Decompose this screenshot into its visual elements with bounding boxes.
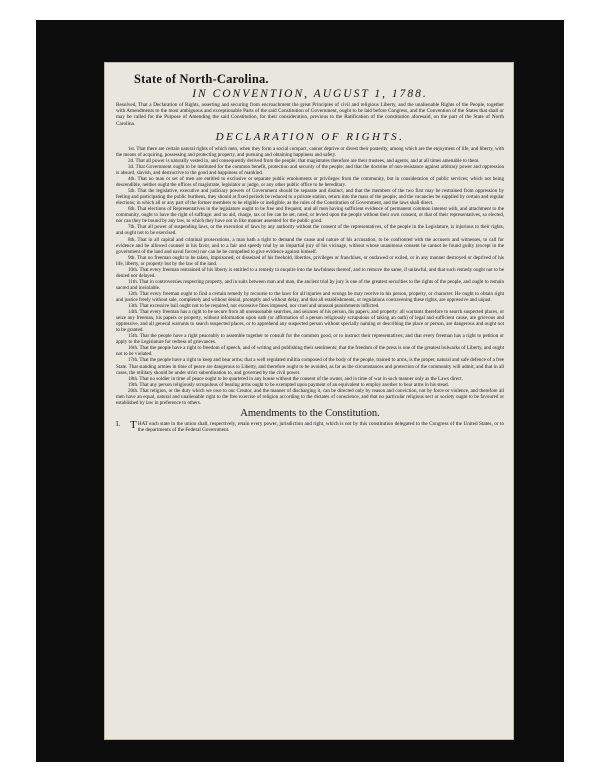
amendment-text: HAT each state in the union shall, respectively, retain every power, jurisdiction and right, which is not by this constitution delegated to the Congress of the United States, or to the departments of the Federal Government. [137, 420, 504, 434]
right-paragraph: 9th. That no freeman ought to be taken, imprisoned, or disseized of his freehold, liberties, privileges or franchises, or outlawed or exiled, or in any manner destroyed or deprived of his life, liberty, or property but by the law of the land. [116, 254, 504, 267]
right-paragraph: 12th. That every freeman ought to find a certain remedy by recourse to the laws for all injuries and wrongs he may receive in his person, property, or character. He ought to obtain right and justice freely without sale, completely and without denial, promptly and without delay, and that all establishments, or regulations contravening these rights, are oppressive and unjust. [116, 290, 504, 303]
right-paragraph: 20th. That religion, or the duty which we owe to our Creator, and the manner of discharging it, can be directed only by reason and conviction, not by force or violence, and therefore all men have an equal, natural and unalienable right to the free exercise of religion according to the dictates of conscience, and that no particular religious sect or society ought to be favoured or established by law in preference to others. [116, 387, 504, 406]
right-paragraph: 13th. That excessive bail ought not to be required, nor excessive fines imposed, nor cruel and unusual punishments inflicted. [128, 303, 380, 310]
amendment-1 [116, 418, 504, 434]
declaration-of-rights-title: DECLARATION OF RIGHTS. [215, 130, 405, 143]
amendments-heading: Amendments to the Constitution. [240, 407, 380, 419]
right-paragraph: 14th. That every freeman has a right to be secure from all unreasonable searches, and seizures of his person, his papers, and property: all warrants therefore to search suspected places, or seize any freeman, his papers or property, without information upon oath (or affirmation of a person religiously scrupulous of taking an oath) of legal and sufficient cause, are grievous and oppressive, and all general warrants to search suspected places, or to apprehend any suspected person without specially naming or describing the place or person, are dangerous and ought not to be granted. [116, 309, 504, 334]
amendment-numeral: I. [116, 419, 121, 428]
state-title: State of North-Carolina. [134, 72, 269, 86]
right-paragraph: 6th. That elections of Representatives in the legislature ought to be free and frequent, and all men having sufficient evidence of permanent common interest with, and attachment to the community, ought to have the right of suffrage: and no aid, charge, tax or fee can be set, rated, or levied upon the people without their own consent, or that of their representatives, so elected, nor can they be bound by any law, to which they have not in like manner assented for the public good. [116, 206, 504, 225]
page-content [116, 72, 504, 433]
rights-list [116, 146, 504, 406]
right-paragraph: 1st. That there are certain natural rights of which men, when they form a social compact, cannot deprive or divest their posterity, among which are the enjoyment of life, and liberty, with the means of acquiring, possessing and protecting property, and pursuing and obtaining happiness and safety. [116, 145, 504, 158]
right-paragraph: 7th. That all power of suspending laws, or the execution of laws by any authority without the consent of the representatives, of the people in the Legislature, is injurious to their rights, and ought not to be exercised. [116, 224, 504, 237]
broadside-page [104, 62, 514, 740]
right-paragraph: 17th. That the people have a right to keep and bear arms; that a well regulated militia composed of the body of the people, trained to arms, is the proper, natural and safe defence of a free State. That standing armies in time of peace are dangerous to Liberty, and therefore ought to be avoided, as far as the circumstances and protection of the community will admit; and that in all cases, the military should be under strict subordination to, and governed by the civil power. [116, 357, 504, 376]
right-paragraph: 15th. That the people have a right peaceably to assemble together to consult for the common good, or to instruct their representatives; and that every freeman has a right to petition or apply to the Legislature for redress of grievances. [116, 333, 504, 346]
right-paragraph: 3d. That Government ought to be instituted for the common benefit, protection and security of the people; and that the doctrine of non-resistance against arbitrary power and oppression is absurd, slavish, and destructive to the good and happiness of mankind. [116, 163, 504, 176]
right-paragraph: 18th. That no soldier in time of peace ought to be quartered in any house without the consent of the owner, and in time of war in such manner only as the Laws direct. [128, 375, 463, 382]
amendment-dropcap: T [130, 418, 137, 431]
right-paragraph: 5th. That the legislative, executive and judiciary powers of Government should be separate and distinct, and that the members of the two first may be restrained from oppression by feeling and participating the public burthens, they should at fixed periods be reduced to a private station, return into the mass of the people; and the vacancies be supplied by certain and regular elections; in which all or any part of the former members to be eligible or ineligible, as the rules of the Constitution of Government, and the laws shall direct. [116, 188, 504, 207]
right-paragraph: 8th. That in all capital and criminal prosecutions, a man hath a right to demand the cause and nature of his accusation, to be confronted with the accusers and witnesses, to call for evidence and be allowed counsel in his favor, and to a fair and speedy trial by an impartial jury of his vicinage, without whose unanimous consent he cannot be found guilty (except in the government of the land and naval forces) nor can he be compelled to give evidence against himself. [116, 236, 504, 255]
convention-date-heading: IN CONVENTION, AUGUST 1, 1788. [192, 88, 428, 100]
right-paragraph: 11th. That in controversies respecting property, and in suits between man and man, the ancient trial by jury is one of the greatest securities to the rights of the people, and ought to remain sacred and inviolable. [116, 278, 504, 291]
right-paragraph: 10th. That every freeman restrained of his liberty is entitled to a remedy to enquire into the lawfulness thereof, and to remove the same, if unlawful, and that such remedy ought not to be denied nor delayed. [116, 266, 504, 279]
right-paragraph: 19th. That any person religiously scrupulous of bearing arms ought to be exempted upon payment of an equivalent to employ another to bear arms in his stead. [128, 381, 449, 388]
right-paragraph: 4th. That no man or set of men are entitled to exclusive or separate public emoluments or privileges from the community, but in consideration of public services; which not being descendible, neither ought the offices of magistrate, legislator or judge, or any other public office to be hereditary. [116, 176, 504, 189]
right-paragraph: 16th. That the people have a right to freedom of speech, and of writing and publishing their sentiments; that the freedom of the press is one of the greatest bulwarks of Liberty, and ought not to be violated. [116, 345, 504, 358]
resolution-paragraph: Resolved, That a Declaration of Rights, asserting and securing from encroachment the great Principles of civil and religious Liberty, and the unalienable Rights of the People, together with Amendments to the most ambiguous and exceptionable Parts of the said Constitution of Government, ought to be laid before Congress, and the Convention of the States that shall or may be called for the Purpose of Amending the said Constitution, for their consideration, previous to the Ratification of the constitution aforesaid, on the part of the State of North Carolina. [116, 102, 504, 127]
right-paragraph: 2d. That all power is naturally vested in, and consequently derived from the people; that magistrates therefore are their trustees, and agents, and at all times amenable to them. [128, 157, 480, 164]
